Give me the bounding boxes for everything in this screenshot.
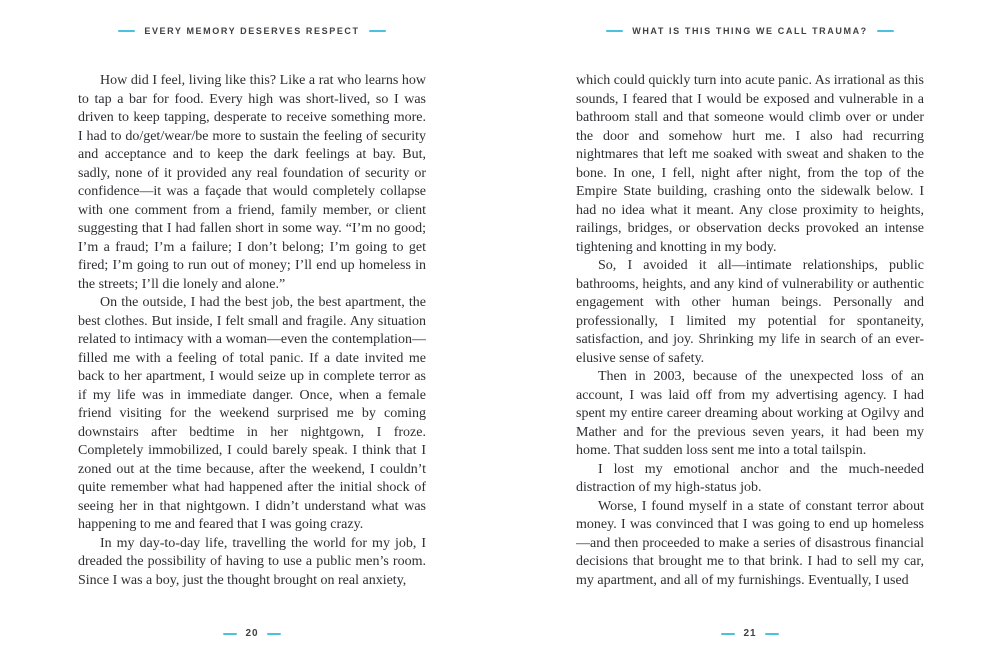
page-number-left (78, 628, 426, 639)
folio-dash (721, 633, 735, 635)
paragraph: Then in 2003, because of the unexpected loss of an account, I was laid off from my advertising agency. I had spent my entire career dreaming about working at Ogilvy and Mather and for the previous seven years, it had been my home. That sudden loss sent me into a total tailspin. (576, 369, 924, 458)
page-number-value: 21 (743, 628, 757, 639)
folio-dash (765, 633, 779, 635)
header-dash (369, 30, 386, 32)
paragraph: In my day-to-day life, travelling the world for my job, I dreaded the possibility of having to use a public men’s room. Since I was a boy, just the thought brought on real anxiety, (78, 535, 426, 588)
paragraph: How did I feel, living like this? Like a rat who learns how to tap a bar for food. Every high was short-lived, so I was driven to keep tapping, desperate to receive something more. I had to do/get/wear/be more to sustain the feeling of security and acceptance and to keep the dark feelings at bay. But, sadly, none of it provided any real foundation of security or confidence—it was a façade that would completely collapse with one comment from a friend, family member, or client suggesting that I had fallen short in some way. “I’m no good; I’m a fraud; I’m a failure; I don’t belong; I’m going to get fired; I’m going to run out of money; I’ll end up homeless in the streets; I’ll die lonely and alone.” (78, 73, 426, 292)
running-header-title: WHAT IS THIS THING WE CALL TRAUMA? (632, 26, 868, 36)
header-dash (118, 30, 135, 32)
paragraph: Worse, I found myself in a state of constant terror about money. I was convinced that I was going to end up homeless—and then proceeded to make a series of disastrous financial decisions that brought me to that brink. I had to sell my car, my apartment, and all of my furnishings. Eventually, I used (576, 498, 924, 588)
page-body-right (576, 72, 924, 594)
header-dash (606, 30, 623, 32)
paragraph: So, I avoided it all—intimate relationships, public bathrooms, heights, and any kind of vulnerability or authentic engagement with other human beings. Personally and professionally, I limited my potential for spontaneity, satisfaction, and joy. Shrinking my life in search of an ever-elusive sense of safety. (576, 258, 924, 366)
running-header-title: EVERY MEMORY DESERVES RESPECT (144, 26, 360, 36)
header-dash (877, 30, 894, 32)
page-left (78, 0, 426, 667)
paragraph: which could quickly turn into acute panic. As irrational as this sounds, I feared that I would be exposed and vulnerable in a bathroom stall and that someone would climb over or under the door and somehow hurt me. I also had recurring nightmares that left me soaked with sweat and shaken to the bone. In one, I fell, night after night, from the top of the Empire State building, crashing onto the sidewalk below. I had no idea what it meant. Any close proximity to heights, railings, bridges, or observation decks provoked an intense tightening and knotting in my body. (576, 73, 924, 255)
page-number-value: 20 (245, 628, 259, 639)
page-right (576, 0, 924, 667)
folio-dash (267, 633, 281, 635)
page-number-right (576, 628, 924, 639)
running-header-left (78, 26, 426, 36)
page-body-left (78, 72, 426, 594)
paragraph: I lost my emotional anchor and the much-needed distraction of my high-status job. (576, 461, 924, 495)
paragraph: On the outside, I had the best job, the best apartment, the best clothes. But inside, I felt small and fragile. Any situation related to intimacy with a woman—even the contemplation—filled me with a feeling of total panic. If a date invited me back to her apartment, I would seize up in complete terror as if my life was in immediate danger. Once, when a female friend visiting for the weekend surprised me by coming downstairs after bedtime in her nightgown, I froze. Completely immobilized, I could barely speak. I think that I zoned out at the time because, after the weekend, I couldn’t quite remember what had happened after the initial shock of seeing her in that nightgown. I didn’t understand what was happening to me and feared that I was going crazy. (78, 295, 426, 532)
running-header-right (576, 26, 924, 36)
folio-dash (223, 633, 237, 635)
